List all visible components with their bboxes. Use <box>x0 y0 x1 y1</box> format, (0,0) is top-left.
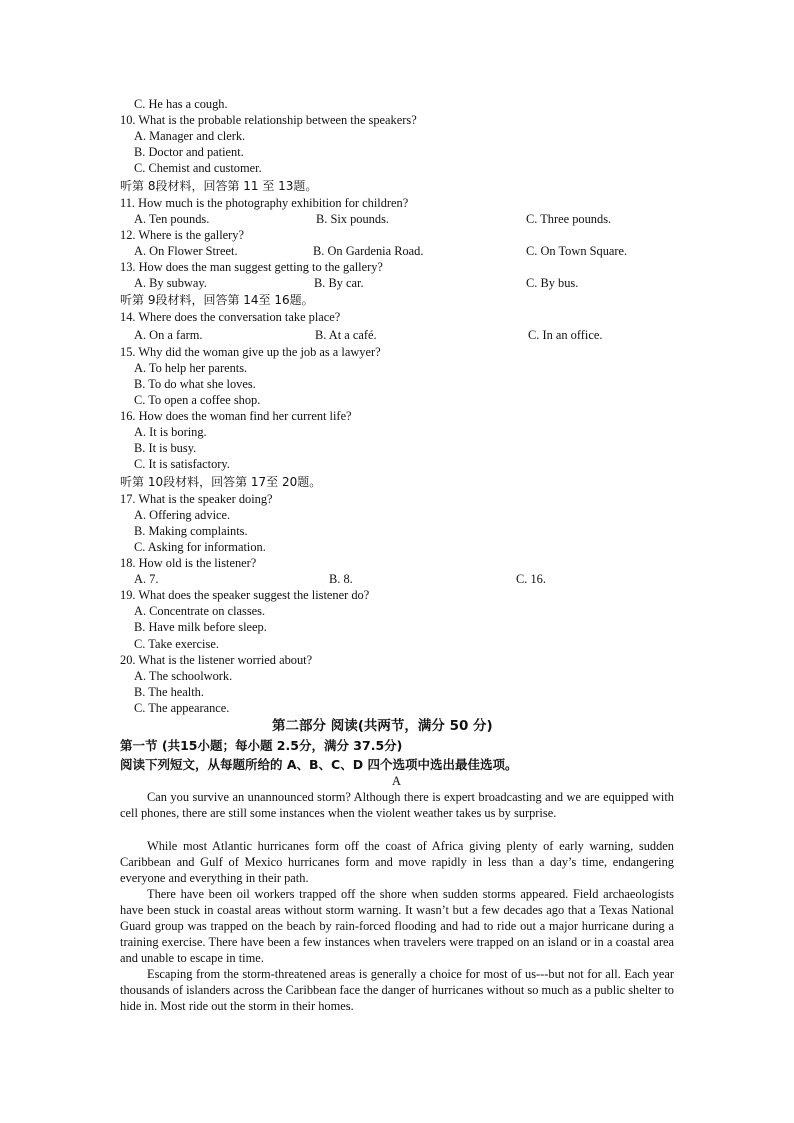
q19-option-b: B. Have milk before sleep. <box>134 620 267 634</box>
q14-option-b: B. At a café. <box>315 328 377 342</box>
q12-option-a: A. On Flower Street. <box>134 244 238 258</box>
q10-stem: 10. What is the probable relationship between the speakers? <box>120 113 417 127</box>
q11-option-a: A. Ten pounds. <box>134 212 210 226</box>
q17-stem: 17. What is the speaker doing? <box>120 492 273 506</box>
passage-label: A <box>392 774 401 788</box>
q16-option-a: A. It is boring. <box>134 425 207 439</box>
q19-stem: 19. What does the speaker suggest the listener do? <box>120 588 370 602</box>
q15-option-a: A. To help her parents. <box>134 361 248 375</box>
q10-option-b: B. Doctor and patient. <box>134 145 244 159</box>
q14-option-c: C. In an office. <box>528 328 603 342</box>
q17-option-a: A. Offering advice. <box>134 508 231 522</box>
listening-section-9-instruction: 听第 9段材料，回答第 14至 16题。 <box>120 293 314 307</box>
q12-stem: 12. Where is the gallery? <box>120 228 244 242</box>
q15-option-c: C. To open a coffee shop. <box>134 393 261 407</box>
q14-option-a: A. On a farm. <box>134 328 203 342</box>
listening-section-10-instruction: 听第 10段材料，回答第 17至 20题。 <box>120 475 322 489</box>
q11-option-c: C. Three pounds. <box>526 212 612 226</box>
passage-paragraph: There have been oil workers trapped off the shore when sudden storms appeared. Field archaeologists have been stuck in coastal areas without storm warning. It wasn’t but a few decades ago that a Texas National Guard group was trapped on the beach by rain-forced flooding and had to ride out a major hurricane during a training exercise. There have been a few instances when travelers were trapped on an island or in a coastal area and unable to escape in time. <box>120 887 674 965</box>
q18-stem: 18. How old is the listener? <box>120 556 257 570</box>
q13-option-a: A. By subway. <box>134 276 207 290</box>
q12-option-c: C. On Town Square. <box>526 244 628 258</box>
q16-option-c: C. It is satisfactory. <box>134 457 230 471</box>
q9-option-c: C. He has a cough. <box>134 97 228 111</box>
part-two-title: 第二部分 阅读(共两节，满分 50 分) <box>272 718 493 734</box>
q11-stem: 11. How much is the photography exhibition for children? <box>120 196 409 210</box>
q19-option-a: A. Concentrate on classes. <box>134 604 266 618</box>
q20-stem: 20. What is the listener worried about? <box>120 653 313 667</box>
q13-option-c: C. By bus. <box>526 276 579 290</box>
q10-option-c: C. Chemist and customer. <box>134 161 262 175</box>
q18-option-b: B. 8. <box>329 572 353 586</box>
q12-option-b: B. On Gardenia Road. <box>313 244 424 258</box>
q15-stem: 15. Why did the woman give up the job as a lawyer? <box>120 345 381 359</box>
q11-option-b: B. Six pounds. <box>316 212 389 226</box>
passage-paragraph: Escaping from the storm-threatened areas is generally a choice for most of us---but not for all. Each year thousands of islanders across the Caribbean face the danger of hurricanes without so much as a public shelter to hide in. Most ride out the storm in their homes. <box>120 967 674 1013</box>
passage-paragraph: Can you survive an unannounced storm? Although there is expert broadcasting and we are equipped with cell phones, there are still some instances when the violent weather takes us by surprise. <box>120 790 674 820</box>
q15-option-b: B. To do what she loves. <box>134 377 256 391</box>
q17-option-b: B. Making complaints. <box>134 524 248 538</box>
q18-option-a: A. 7. <box>134 572 159 586</box>
q13-stem: 13. How does the man suggest getting to the gallery? <box>120 260 383 274</box>
q19-option-c: C. Take exercise. <box>134 637 219 651</box>
q18-option-c: C. 16. <box>516 572 546 586</box>
listening-section-8-instruction: 听第 8段材料，回答第 11 至 13题。 <box>120 179 318 193</box>
q14-stem: 14. Where does the conversation take place? <box>120 310 341 324</box>
q16-stem: 16. How does the woman find her current life? <box>120 409 352 423</box>
q20-option-c: C. The appearance. <box>134 701 230 715</box>
reading-instruction: 阅读下列短文，从每题所给的 A、B、C、D 四个选项中选出最佳选项。 <box>120 757 518 772</box>
section-one-title: 第一节 (共15小题；每小题 2.5分，满分 37.5分) <box>120 738 403 753</box>
q13-option-b: B. By car. <box>314 276 364 290</box>
q10-option-a: A. Manager and clerk. <box>134 129 246 143</box>
passage-paragraph: While most Atlantic hurricanes form off the coast of Africa giving plenty of early warning, sudden Caribbean and Gulf of Mexico hurricanes form and move rapidly in less than a day’s time, endangering everyone and everything in their path. <box>120 839 674 885</box>
q16-option-b: B. It is busy. <box>134 441 197 455</box>
q20-option-a: A. The schoolwork. <box>134 669 233 683</box>
q17-option-c: C. Asking for information. <box>134 540 266 554</box>
q20-option-b: B. The health. <box>134 685 204 699</box>
